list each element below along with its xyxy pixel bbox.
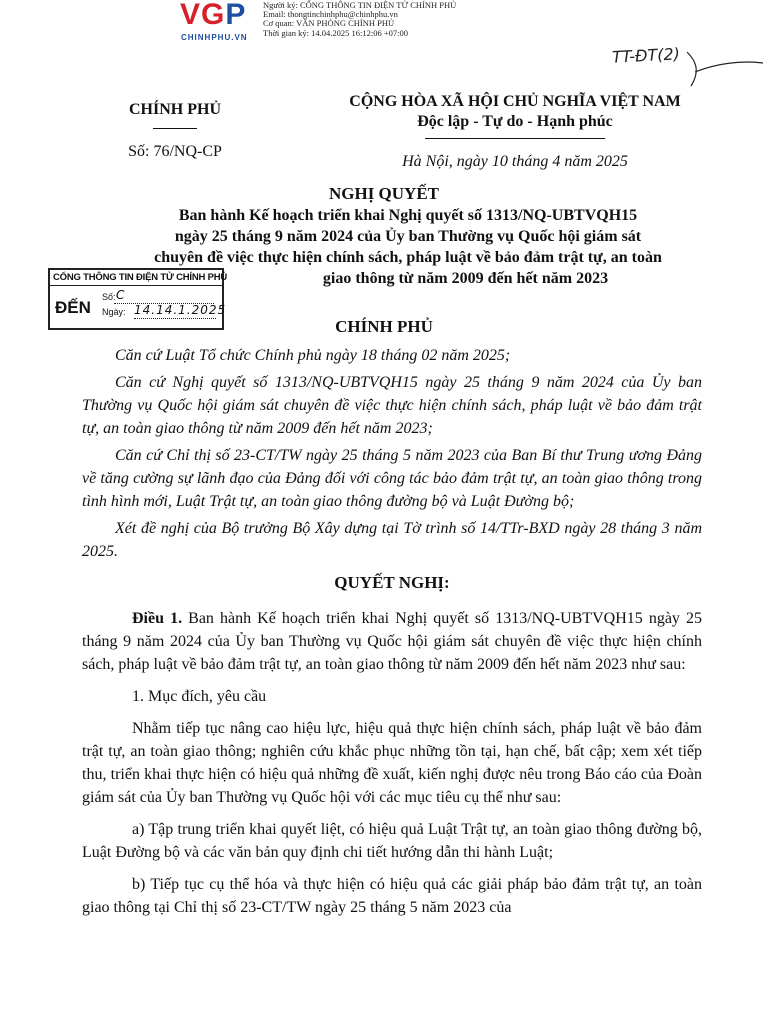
stamp-den: ĐẾN bbox=[55, 298, 91, 317]
signature-time: Thời gian ký: 14.04.2025 16:12:06 +07:00 bbox=[263, 27, 409, 38]
subtitle-line: Ban hành Kế hoạch triển khai Nghị quyết số 1313/NQ-UBTVQH15 bbox=[178, 207, 638, 224]
digital-signature-info bbox=[263, 1, 456, 38]
national-header bbox=[320, 92, 710, 171]
body-paragraph: b) Tiếp tục cụ thể hóa và thực hiện có hiệu quả các giải pháp bảo đảm trật tự, an toàn giao thông tại Chỉ thị số 23-CT/TW ngày 25 tháng 5 năm 2023 của bbox=[82, 876, 702, 916]
stamp-header: CỔNG THÔNG TIN ĐIỆN TỬ CHÍNH PHỦ bbox=[50, 270, 222, 286]
body-paragraph: Nhằm tiếp tục nâng cao hiệu lực, hiệu quả thực hiện chính sách, pháp luật về bảo đảm trật tự, an toàn giao thông; nghiên cứu khắc phục những tồn tại, hạn chế, bất cập; xem xét tiếp thu, triển khai thực hiện có hiệu quả những đề xuất, kiến nghị được nêu trong Báo cáo của Đoàn giám sát của Ủy ban Thường vụ Quốc hội với các mục tiêu cụ thể như sau: bbox=[82, 720, 702, 806]
article-1-text: Ban hành Kế hoạch triển khai Nghị quyết số 1313/NQ-UBTVQH15 ngày 25 tháng 9 năm 2024 của Ủy ban Thường vụ Quốc hội giám sát chuyên đề việc thực hiện chính sách, pháp luật về bảo đảm trật tự, an toàn giao thông từ năm 2009 đến hết năm 2023 như sau: bbox=[82, 610, 702, 673]
national-motto: Độc lập - Tự do - Hạnh phúc bbox=[417, 113, 613, 130]
article-1-label: Điều 1. bbox=[132, 610, 183, 627]
body-paragraph: a) Tập trung triển khai quyết liệt, có hiệu quả Luật Trật tự, an toàn giao thông đường bộ, Luật Đường bộ và các văn bản quy định chi tiết hướng dẫn thi hành Luật; bbox=[82, 821, 702, 861]
motto-divider bbox=[425, 138, 605, 139]
government-heading: CHÍNH PHỦ bbox=[335, 317, 433, 336]
logo-letter-g: G bbox=[201, 0, 226, 31]
document-number: Số: 76/NQ-CP bbox=[128, 143, 222, 160]
article-1 bbox=[82, 607, 702, 676]
stamp-ngay-value: 14.14.1.2025 bbox=[134, 303, 227, 317]
signature-email: Email: thongtinchinhphu@chinhphu.vn bbox=[263, 9, 398, 20]
decision-heading: QUYẾT NGHỊ: bbox=[334, 573, 450, 592]
section-heading: 1. Mục đích, yêu cầu bbox=[132, 688, 267, 705]
issuer-block bbox=[110, 100, 240, 161]
subtitle-line: giao thông từ năm 2009 đến hết năm 2023 bbox=[322, 270, 609, 287]
document-title: NGHỊ QUYẾT bbox=[328, 184, 440, 203]
subtitle-line: ngày 25 tháng 9 năm 2024 của Ủy ban Thường vụ Quốc hội giám sát bbox=[174, 228, 642, 245]
ground-paragraph: Xét đề nghị của Bộ trưởng Bộ Xây dựng tại Tờ trình số 14/TTr-BXD ngày 28 tháng 3 năm 2025. bbox=[82, 520, 702, 560]
vgp-logo-subtitle: CHINHPHU.VN bbox=[181, 33, 248, 42]
stamp-so-value: C bbox=[116, 288, 125, 302]
issuer-divider bbox=[153, 128, 197, 129]
stamp-so-label: Số: bbox=[102, 292, 116, 302]
issuer-name: CHÍNH PHỦ bbox=[129, 101, 221, 118]
place-date: Hà Nội, ngày 10 tháng 4 năm 2025 bbox=[402, 153, 628, 170]
logo-letter-v: V bbox=[180, 0, 202, 31]
ground-paragraph: Căn cứ Nghị quyết số 1313/NQ-UBTVQH15 ngày 25 tháng 9 năm 2024 của Ủy ban Thường vụ Quốc hội giám sát chuyên đề việc thực hiện chính sách, pháp luật về bảo đảm trật tự, an toàn giao thông từ năm 2009 đến hết năm 2023; bbox=[82, 374, 702, 437]
ground-paragraph: Căn cứ Chỉ thị số 23-CT/TW ngày 25 tháng 5 năm 2023 của Ban Bí thư Trung ương Đảng về tăng cường sự lãnh đạo của Đảng đối với công tác bảo đảm trật tự, an toàn giao thông trong tình hình mới, Luật Trật tự, an toàn giao thông đường bộ và Luật Đường bộ; bbox=[82, 447, 702, 510]
document-body bbox=[82, 344, 702, 919]
subtitle-line: chuyên đề việc thực hiện chính sách, pháp luật về bảo đảm trật tự, an toàn bbox=[154, 249, 662, 266]
nation-name: CỘNG HÒA XÃ HỘI CHỦ NGHĨA VIỆT NAM bbox=[349, 93, 681, 110]
signature-agency: Cơ quan: VĂN PHÒNG CHÍNH PHỦ bbox=[263, 18, 395, 29]
ground-paragraph: Căn cứ Luật Tổ chức Chính phủ ngày 18 tháng 02 năm 2025; bbox=[115, 347, 511, 364]
signature-signer: Người ký: CỔNG THÔNG TIN ĐIỆN TỬ CHÍNH PHỦ bbox=[263, 0, 457, 10]
logo-letter-p: P bbox=[225, 0, 247, 31]
vgp-logo bbox=[180, 0, 270, 30]
stamp-ngay-label: Ngày: bbox=[102, 307, 126, 317]
handwritten-note: TT-ĐT(2) bbox=[611, 44, 681, 67]
